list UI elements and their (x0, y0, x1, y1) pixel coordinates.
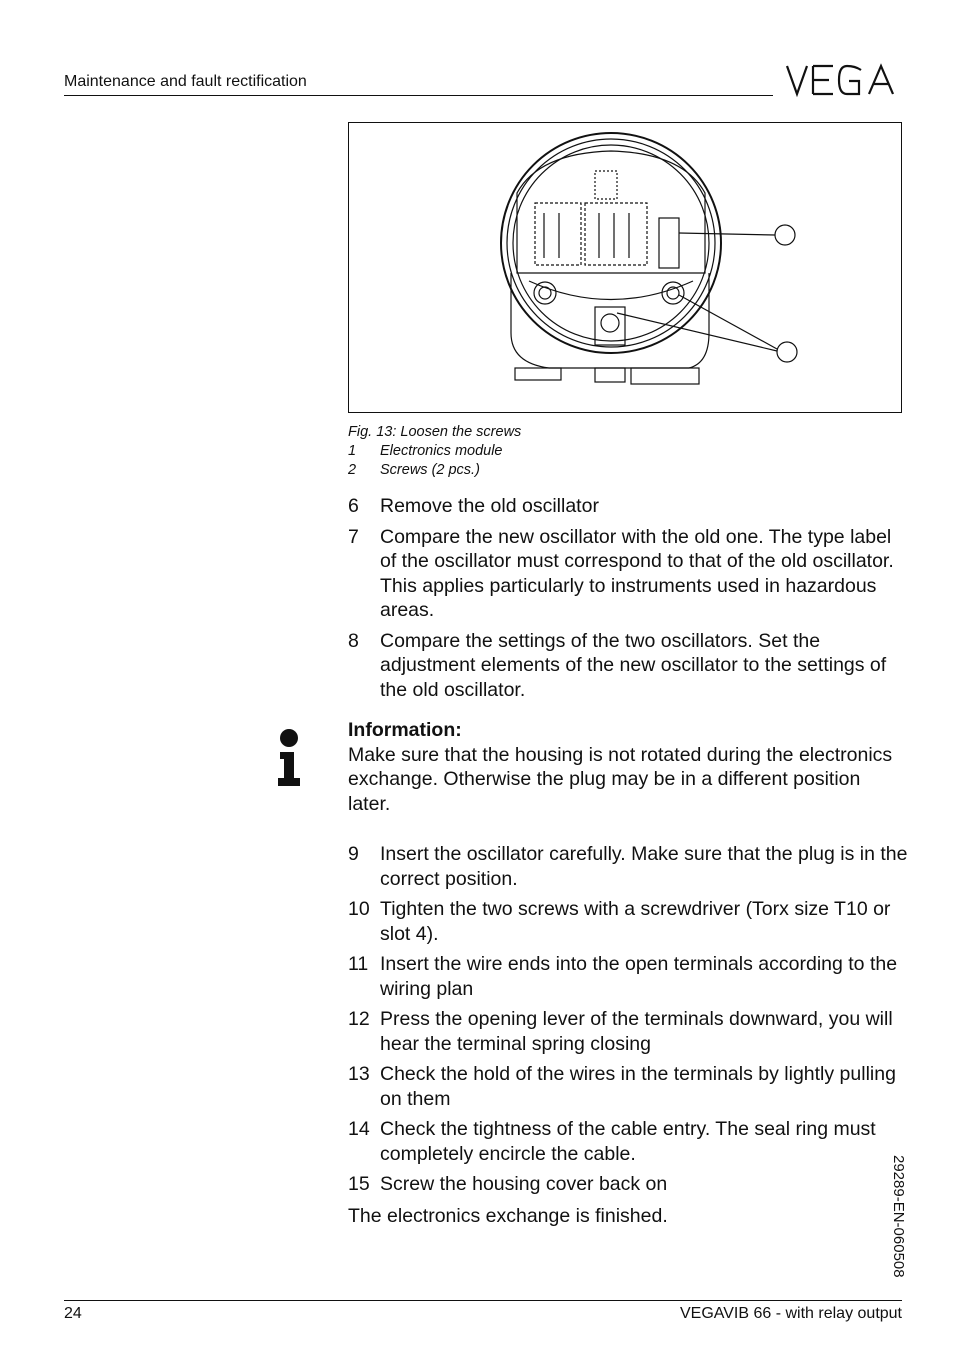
document-number-text: 29289-EN-060508 (890, 1155, 907, 1278)
step-number: 7 (348, 525, 359, 548)
step-text: Insert the wire ends into the open terminals according to the wiring plan (380, 953, 898, 1000)
step-item (348, 1062, 908, 1111)
step-text: Check the hold of the wires in the terminals by lightly pulling on them (380, 1063, 896, 1110)
step-text: Compare the new oscillator with the old one. The type label of the oscillator must correspond to that of the old oscillator. This applies particularly to instruments used in hazardous areas. (380, 525, 894, 621)
step-text: Press the opening lever of the terminals downward, you will hear the terminal spring closing (380, 1008, 893, 1055)
document-number (890, 1155, 927, 1305)
step-item (348, 629, 908, 703)
step-number: 15 (348, 1173, 370, 1195)
step-number: 6 (348, 495, 359, 517)
closing-statement: The electronics exchange is finished. (348, 1205, 668, 1227)
step-item (348, 842, 908, 891)
callout-label: Screws (2 pcs.) (380, 462, 480, 478)
housing-drawing (349, 123, 901, 412)
section-title: Maintenance and fault rectification (64, 73, 307, 90)
step-text: Insert the oscillator carefully. Make sure that the plug is in the correct position. (380, 843, 908, 890)
step-number: 13 (348, 1063, 370, 1085)
figure-loosen-screws (348, 122, 902, 413)
callout-1 (348, 442, 503, 461)
information-note (348, 718, 908, 816)
page-number: 24 (64, 1305, 82, 1322)
info-icon (276, 728, 302, 786)
figure-caption: Fig. 13: Loosen the screws (348, 424, 522, 440)
callout-number: 2 (348, 462, 357, 478)
step-item (348, 952, 908, 1001)
information-text: Make sure that the housing is not rotated during the electronics exchange. Otherwise the plug may be in a different position later. (348, 743, 893, 815)
step-item (348, 897, 908, 946)
callout-label: Electronics module (380, 443, 503, 459)
step-item (348, 525, 908, 623)
callout-number: 1 (348, 443, 357, 459)
step-number: 14 (348, 1118, 370, 1140)
callout-2 (348, 461, 480, 480)
step-item (348, 1007, 908, 1056)
step-item (348, 1117, 908, 1166)
step-number: 11 (348, 953, 369, 975)
product-title: VEGAVIB 66 - with relay output (679, 1305, 902, 1322)
step-item (348, 1172, 908, 1197)
step-number: 9 (348, 843, 359, 865)
step-number: 10 (348, 898, 370, 920)
footer-divider (64, 1300, 902, 1301)
information-heading: Information: (348, 719, 462, 741)
step-text: Remove the old oscillator (380, 495, 599, 517)
header-divider (64, 95, 773, 96)
vega-logo (783, 62, 903, 98)
step-text: Check the tightness of the cable entry. The seal ring must completely encircle the cable. (380, 1118, 876, 1165)
step-item (348, 494, 908, 519)
steps-list-b (348, 842, 908, 1203)
step-text: Screw the housing cover back on (380, 1173, 668, 1195)
steps-list-a (348, 494, 908, 708)
step-text: Compare the settings of the two oscillators. Set the adjustment elements of the new oscillator to the settings of the old oscillator. (380, 629, 887, 701)
step-text: Tighten the two screws with a screwdriver (Torx size T10 or slot 4). (380, 898, 891, 945)
step-number: 8 (348, 629, 359, 652)
step-number: 12 (348, 1008, 370, 1030)
